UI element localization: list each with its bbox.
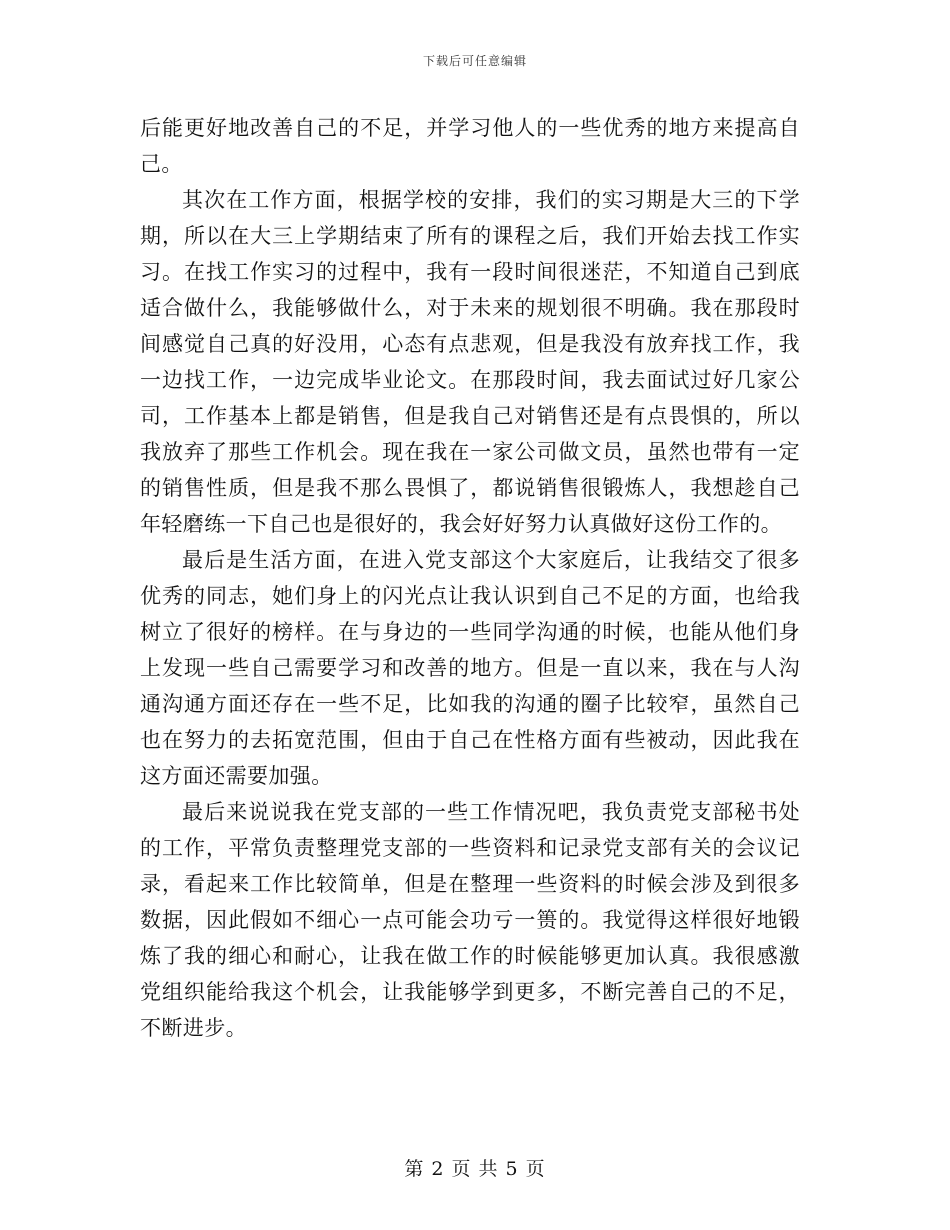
paragraph-4: 最后来说说我在党支部的一些工作情况吧，我负责党支部秘书处的工作，平常负责整理党支部的一些资料和记录党支部有关的会议记录，看起来工作比较简单，但是在整理一些资料的时候会涉及到很多数据，因此假如不细心一点可能会功亏一篑的。我觉得这样很好地锻炼了我的细心和耐心，让我在做工作的时候能够更加认真。我很感激党组织能给我这个机会，让我能够学到更多，不断完善自己的不足，不断进步。 [140, 800, 800, 1040]
paragraph-1: 后能更好地改善自己的不足，并学习他人的一些优秀的地方来提高自己。 [140, 116, 800, 176]
paragraph-3: 最后是生活方面，在进入党支部这个大家庭后，让我结交了很多优秀的同志，她们身上的闪光点让我认识到自己不足的方面，也给我树立了很好的榜样。在与身边的一些同学沟通的时候，也能从他们身上发现一些自己需要学习和改善的地方。但是一直以来，我在与人沟通沟通方面还存在一些不足，比如我的沟通的圈子比较窄，虽然自己也在努力的去拓宽范围，但由于自己在性格方面有些被动，因此我在这方面还需要加强。 [140, 548, 800, 788]
page-footer: 第 2 页 共 5 页 [404, 1158, 546, 1180]
paragraph-2: 其次在工作方面，根据学校的安排，我们的实习期是大三的下学期，所以在大三上学期结束了所有的课程之后，我们开始去找工作实习。在找工作实习的过程中，我有一段时间很迷茫，不知道自己到底适合做什么，我能够做什么，对于未来的规划很不明确。我在那段时间感觉自己真的好没用，心态有点悲观，但是我没有放弃找工作，我一边找工作，一边完成毕业论文。在那段时间，我去面试过好几家公司，工作基本上都是销售，但是我自己对销售还是有点畏惧的，所以我放弃了那些工作机会。现在我在一家公司做文员，虽然也带有一定的销售性质，但是我不那么畏惧了，都说销售很锻炼人，我想趁自己年轻磨练一下自己也是很好的，我会好好努力认真做好这份工作的。 [140, 188, 800, 536]
document-body [140, 110, 800, 1046]
page-header: 下载后可任意编辑 [422, 54, 527, 68]
